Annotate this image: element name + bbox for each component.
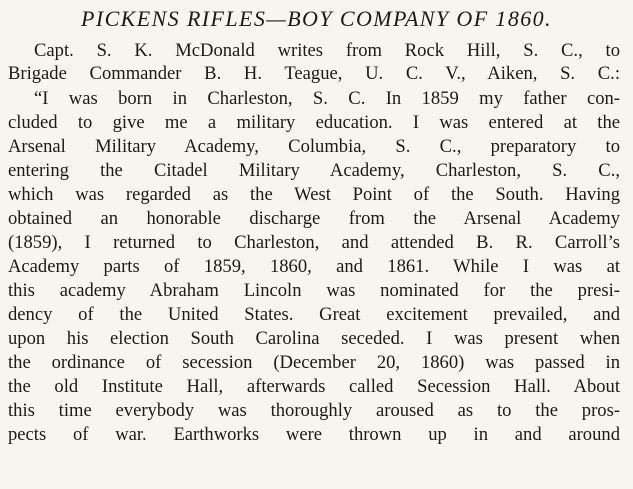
text-line-16: this time everybody was thoroughly aroused as to the pros-: [8, 400, 620, 421]
article-title: PICKENS RIFLES—BOY COMPANY OF 1860.: [81, 6, 552, 31]
text-line-13: upon his election South Carolina seceded. I was present when: [8, 328, 620, 349]
text-line-7: which was regarded as the West Point of the South. Having: [8, 184, 620, 205]
text-line-5: Arsenal Military Academy, Columbia, S. C., preparatory to: [8, 136, 620, 157]
text-line-12: dency of the United States. Great excitement prevailed, and: [8, 304, 620, 325]
text-line-17: pects of war. Earthworks were thrown up in and around: [8, 424, 620, 445]
text-line-8: obtained an honorable discharge from the Arsenal Academy: [8, 208, 620, 229]
text-line-6: entering the Citadel Military Academy, Charleston, S. C.,: [8, 160, 620, 181]
text-line-10: Academy parts of 1859, 1860, and 1861. While I was at: [8, 256, 620, 277]
text-line-15: the old Institute Hall, afterwards called Secession Hall. About: [8, 376, 620, 397]
text-line-14: the ordinance of secession (December 20, 1860) was passed in: [8, 352, 620, 373]
text-line-1: Capt. S. K. McDonald writes from Rock Hill, S. C., to: [34, 40, 620, 61]
text-line-3: “I was born in Charleston, S. C. In 1859 my father con-: [34, 88, 620, 109]
text-line-4: cluded to give me a military education. I was entered at the: [8, 112, 620, 133]
text-line-2: Brigade Commander B. H. Teague, U. C. V., Aiken, S. C.:: [8, 63, 620, 84]
text-line-9: (1859), I returned to Charleston, and attended B. R. Carroll’s: [8, 232, 620, 253]
text-line-11: this academy Abraham Lincoln was nominated for the presi-: [8, 280, 620, 301]
